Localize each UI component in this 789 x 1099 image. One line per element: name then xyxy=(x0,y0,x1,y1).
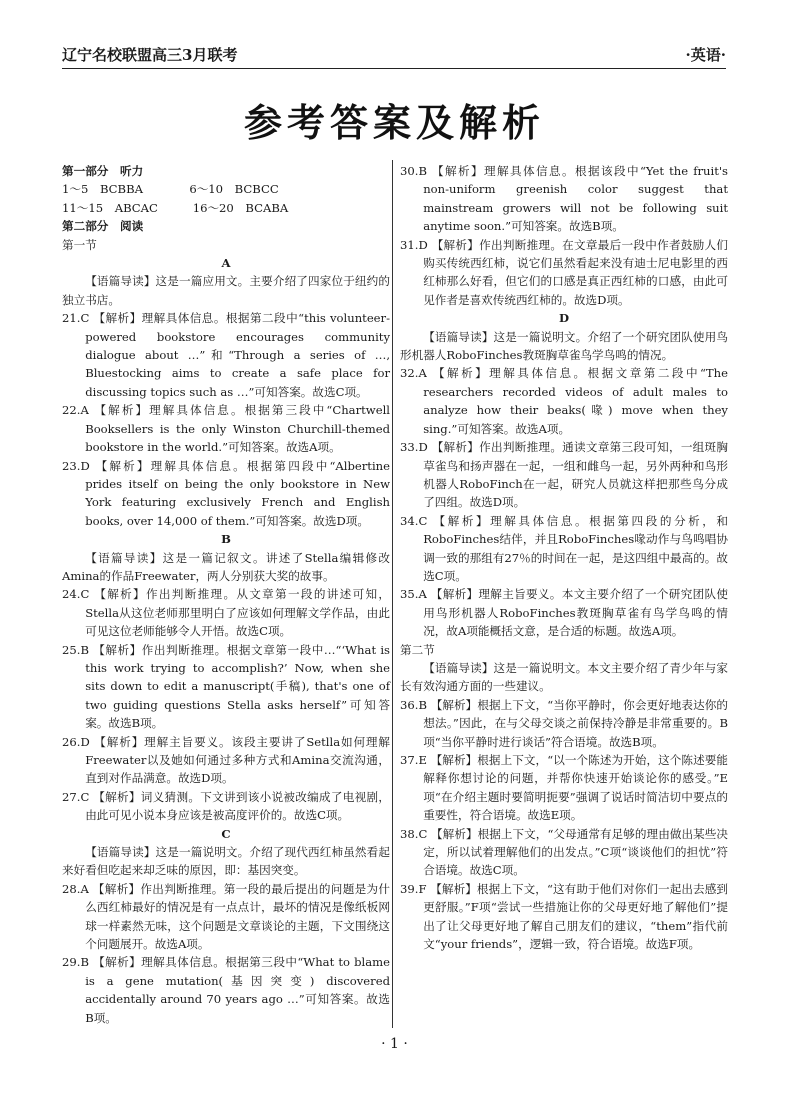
text-block: D xyxy=(558,311,570,326)
text-block: 37.E 【解析】根据上下文，“以一个陈述为开始，这个陈述要能解释你想讨论的问题，并帮你快速开始谈论你的感受。”E项“在介绍主题时要简明扼要”强调了说话时简洁切中要点的重要性，符合语境。故选E项。 xyxy=(400,753,728,823)
text-block: 21.C 【解析】理解具体信息。根据第二段中“this volunteer-powered bookstore encourages community dialogue about …”和“Through a series of …, Bluestocking aims to create a safe place for discussing topics such as …”可知答案。故选C项。 xyxy=(62,311,390,399)
text-block: 11～15 ABCAC 16～20 BCABA xyxy=(62,200,289,215)
text-block: 【语篇导读】这是一篇说明文。介绍了现代西红柿虽然看起来好看但吃起来却乏味的原因，即：基因突变。 xyxy=(62,845,390,878)
text-block: 26.D 【解析】理解主旨要义。该段主要讲了Setlla如何理解Freewater以及她如何通过多种方式和Amina交流沟通，直到对作品满意。故选D项。 xyxy=(62,734,390,786)
left-column xyxy=(62,162,390,1027)
page-number: · 1 · xyxy=(381,1036,408,1052)
right-column xyxy=(400,162,728,953)
page-header xyxy=(62,40,726,69)
text-block: C xyxy=(221,826,231,841)
text-block: 29.B 【解析】理解具体信息。根据第三段中“What to blame is a gene mutation(基因突变) discovered accidentally around 70 years ago …”可知答案。故选B项。 xyxy=(62,955,390,1025)
text-block: 32.A 【解析】理解具体信息。根据文章第二段中“The researchers recorded videos of adult males to analyze how their beaks(喙) move when they sing.”可知答案。故选A项。 xyxy=(400,366,728,436)
column-divider xyxy=(392,160,393,1028)
text-block: 38.C 【解析】根据上下文，“父母通常有足够的理由做出某些决定，所以试着理解他们的出发点。”C项“谈谈他们的担忧”符合语境。故选C项。 xyxy=(400,826,728,878)
text-block: 39.F 【解析】根据上下文，“这有助于他们对你们一起出去感到更舒服。”F项“尝试一些措施让你的父母更好地了解他们”提出了让父母更好地了解自己朋友们的建议，“them”指代前文“your friends”，逻辑一致，符合语境。故选F项。 xyxy=(400,881,728,952)
page-title: 参考答案及解析 xyxy=(243,101,545,145)
text-block: 【语篇导读】这是一篇记叙文。讲述了Stella编辑修改Amina的作品Freewater，两人分别获大奖的故事。 xyxy=(62,550,390,583)
text-block: 30.B 【解析】理解具体信息。根据该段中“Yet the fruit's non-uniform greenish color suggest that mainstream growers will not be following suit anytime soon.”可知答案。故选B项。 xyxy=(400,164,728,234)
text-block: 第一部分 听力 xyxy=(62,164,144,178)
text-block: 23.D 【解析】理解具体信息。根据第四段中“Albertine prides itself on being the only bookstore in New York featuring exclusively French and English books, over 14,000 of them.”可知答案。故选D项。 xyxy=(62,458,390,528)
text-block: 24.C 【解析】作出判断推理。从文章第一段的讲述可知，Stella从这位老师那里明白了应该如何理解文学作品，由此可见这位老师能够令人开悟。故选C项。 xyxy=(62,587,390,639)
text-block: 第一节 xyxy=(62,237,97,252)
header-exam-name: 辽宁名校联盟高三3月联考 xyxy=(62,46,238,64)
header-subject: ·英语· xyxy=(685,46,726,64)
text-block: B xyxy=(221,532,231,547)
text-block: 31.D 【解析】作出判断推理。在文章最后一段中作者鼓励人们购买传统西红柿，说它们虽然看起来没有迪士尼电影里的西红柿那么好看，但它们的口感是真正西红柿的口感，由此可见作者是喜欢传统西红柿的。故选D项。 xyxy=(400,237,728,307)
text-block: 35.A 【解析】理解主旨要义。本文主要介绍了一个研究团队使用鸟形机器人RoboFinches教斑胸草雀有鸟学鸟鸣的情况，故A项能概括文意，是合适的标题。故选A项。 xyxy=(400,587,728,639)
text-block: 25.B 【解析】作出判断推理。根据文章第一段中…“‘What is this work trying to accomplish?’ Now, when she sits down to edit a manuscript(手稿), that's one of two guiding questions Stella asks herself”可知答案。故选B项。 xyxy=(62,642,390,731)
text-block: 【语篇导读】这是一篇说明文。介绍了一个研究团队使用鸟形机器人RoboFinches教斑胸草雀鸟学鸟鸣的情况。 xyxy=(400,329,728,363)
text-block: 第二节 xyxy=(400,642,435,657)
text-block: 22.A 【解析】理解具体信息。根据第三段中“Chartwell Booksellers is the only Winston Churchill-themed bookstore in the world.”可知答案。故选A项。 xyxy=(62,403,390,455)
text-block: 27.C 【解析】词义猜测。下文讲到该小说被改编成了电视剧，由此可见小说本身应该是被高度评价的。故选C项。 xyxy=(62,789,390,823)
text-block: 【语篇导读】这是一篇应用文。主要介绍了四家位于纽约的独立书店。 xyxy=(62,274,390,307)
text-block: A xyxy=(221,256,231,271)
text-block: 【语篇导读】这是一篇说明文。本文主要介绍了青少年与家长有效沟通方面的一些建议。 xyxy=(400,660,728,694)
text-block: 36.B 【解析】根据上下文，“当你平静时，你会更好地表达你的想法。”因此，在与父母交谈之前保持冷静是非常重要的。B项“当你平静时进行谈话”符合语境。故选B项。 xyxy=(400,697,728,749)
text-block: 34.C 【解析】理解具体信息。根据第四段的分析，和RoboFinches结伴，并且RoboFinches喙动作与鸟鸣唱协调一致的那组有27％的时间在一起，是这四组中最高的。故选C项。 xyxy=(400,513,728,583)
text-block: 33.D 【解析】作出判断推理。通读文章第三段可知，一组斑胸草雀鸟和扬声器在一起，一组和雌鸟一起，另外两种和鸟形机器人RoboFinch在一起，研究人员就这样把那些鸟分成了四组。故选D项。 xyxy=(400,440,728,510)
text-block: 28.A 【解析】作出判断推理。第一段的最后提出的问题是为什么西红柿最好的情况是有一点点计，最坏的情况是像纸板网球一样素然无味，这个问题是文章谈论的主题，下文围绕这个问题展开。故选A项。 xyxy=(62,881,390,952)
text-block: 1～5 BCBBA 6～10 BCBCC xyxy=(62,182,279,197)
text-block: 第二部分 阅读 xyxy=(62,219,144,234)
